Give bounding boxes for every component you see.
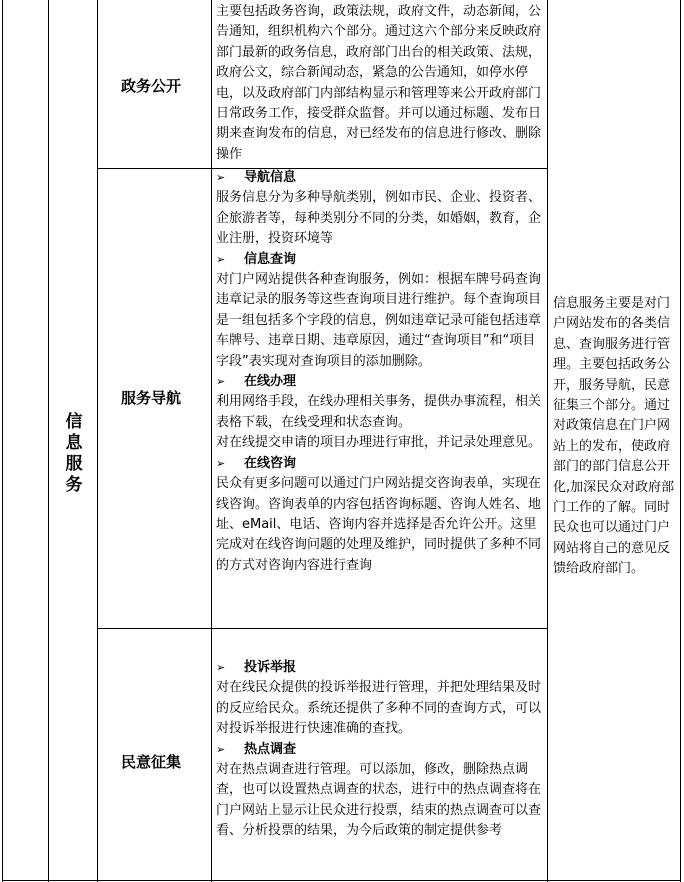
bullet-heading [216,454,543,474]
section-content [216,168,543,576]
section-title: 服务导航 [121,389,182,407]
table-border [2,0,3,882]
paragraph: 对在线民众提供的投诉举报进行管理，并把处理结果及时的反应给民众。系统还提供了多种不同的查询方式，可以对投诉举报进行快速准确的查找。 [216,680,542,737]
bullet-heading-text: 热点调查 [244,741,297,757]
paragraph: 主要包括政务咨询，政策法规，政府文件，动态新闻，公告通知，组织机构六个部分。通过这六个部分来反映政府部门最新的政务信息，政府部门出台的相关政策、法规，政府公文，综合新闻动态，紧急的公告通知，如停水停电，以及政府部门内部结构显示和管理等来公开政府部门日常政务工作，接受群众监督。并可以通过标题、发布日期来查询发布的信息，对已经发布的信息进行修改、删除操作 [216,4,542,162]
bullet-heading-text: 信息查询 [244,251,297,267]
arrow-right-icon: ➢ [216,252,226,266]
arrow-right-icon: ➢ [216,456,226,470]
table-border [680,0,681,882]
bullet-heading-text: 在线咨询 [244,455,297,471]
bullet-heading [216,658,543,678]
section-title: 民意征集 [121,753,182,771]
category-label: 信息服务 [65,412,83,495]
paragraph: 对在热点调查进行管理。可以添加，修改，删除热点调查，也可以设置热点调查的状态，进行中的热点调查将在门户网站上显示让民众进行投票，结束的热点调查可以查看、分析投票的结果，为今后政策的制定提供参考 [216,762,542,839]
section-content [216,2,543,165]
arrow-right-icon: ➢ [216,661,226,674]
arrow-right-icon: ➢ [216,375,226,389]
table-border [97,628,548,629]
paragraph: 对门户网站提供各种查询服务，例如：根据车牌号码查询违章记录的服务等这些查询项目进行维护。每个查询项目是一组包括多个字段的信息，例如违章记录可能包括违章车牌号、违章日期、违章原因，通过“查询项目”和“项目字段”表实现对查询项目的添加删除。 [216,272,542,369]
table-border [2,880,681,881]
paragraph: 服务信息分为多种导航类别，例如市民、企业、投资者、企旅游者等，每种类别分不同的分类，如婚姻，教育，企业注册，投资环境等 [216,190,542,247]
bullet-heading [216,372,543,392]
paragraph: 民众有更多问题可以通过门户网站提交咨询表单，实现在线咨询。咨询表单的内容包括咨询标题、咨询人姓名、地址、eMail、电话、咨询内容并选择是否允许公开。这里完成对在线咨询问题的处理及维护，同时提供了多种不同的方式对咨询内容进行查询 [216,476,542,573]
arrow-right-icon: ➢ [216,742,226,756]
bullet-heading [216,168,543,188]
table-border [48,0,49,882]
section-content [216,658,543,842]
summary-text: 信息服务主要是对门户网站发布的各类信息、查询服务进行管理。主要包括政务公开，服务导航，民意征集三个部分。通过对政策信息在门户网站上的发布，使政府部门的部门信息公开化,加深民众对政府部门工作的了解。同时民众也可以通过门户网站将自己的意见反馈给政府部门。 [553,296,675,577]
bullet-heading [216,740,543,760]
section-title: 政务公开 [121,77,182,95]
bullet-heading [216,250,543,270]
bullet-heading-text: 投诉举报 [244,660,297,675]
table-border [547,0,548,882]
bullet-heading-text: 导航信息 [244,170,297,185]
paragraph: 利用网络手段，在线办理相关事务，提供办事流程，相关表格下载，在线受理和状态查询。 [216,394,542,430]
arrow-right-icon: ➢ [216,171,226,184]
bullet-heading-text: 在线办理 [244,374,297,390]
table-border [211,0,212,882]
paragraph: 对在线提交申请的项目办理进行审批，并记录处理意见。 [216,435,542,451]
table-border [97,0,98,882]
